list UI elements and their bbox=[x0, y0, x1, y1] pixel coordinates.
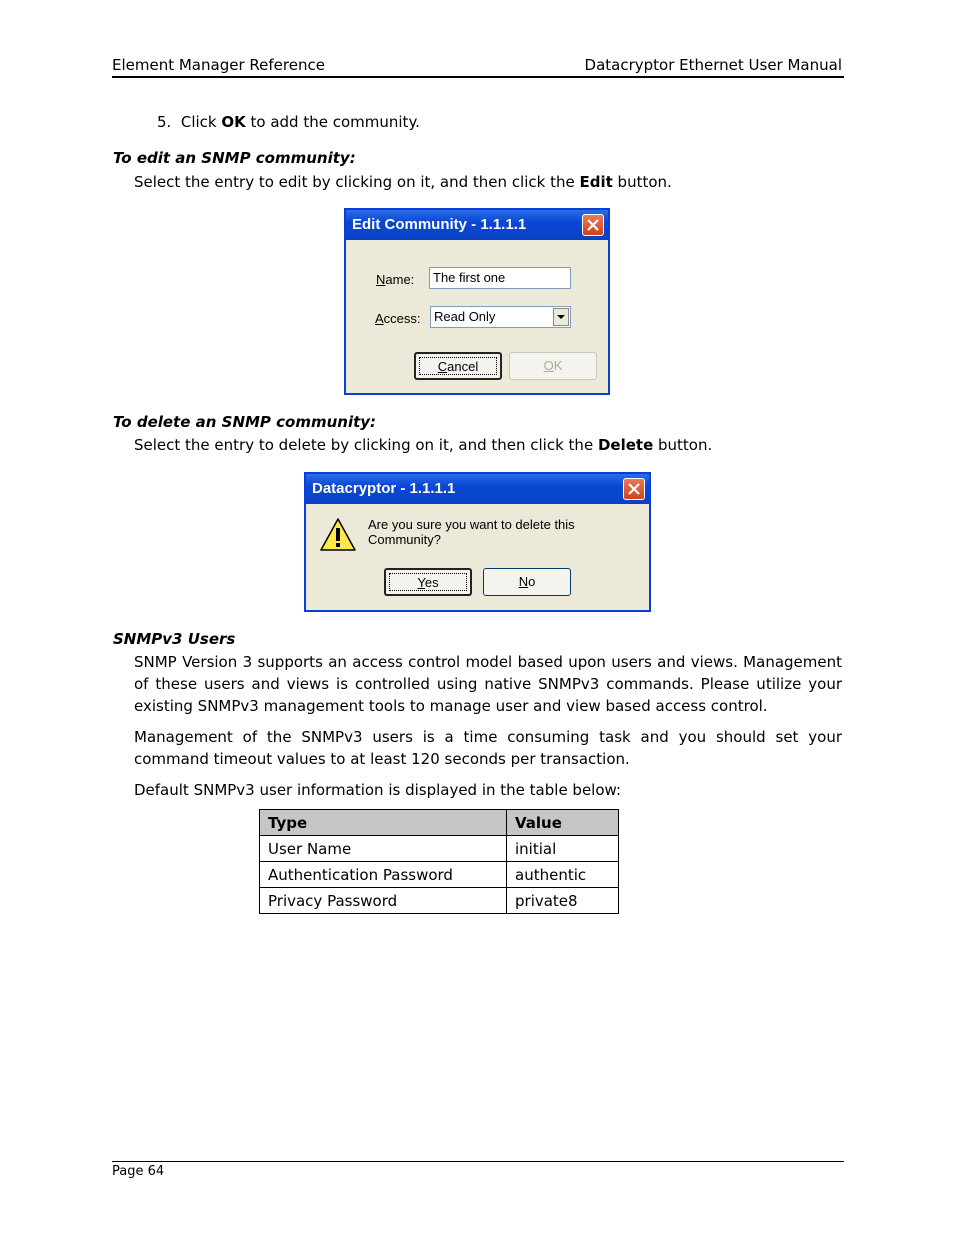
no-button[interactable] bbox=[483, 568, 571, 596]
snmpv3-paragraph-3: Default SNMPv3 user information is displayed in the table below: bbox=[134, 781, 622, 799]
delete-bold: Delete bbox=[597, 436, 654, 454]
access-value: Read Only bbox=[434, 309, 496, 324]
delete-confirm-dialog bbox=[304, 472, 651, 612]
snmpv3-paragraph-1: SNMP Version 3 supports an access control model based upon users and views. Management of these users and views is controlled using native SNMPv3 commands. Please utilize your existing SNMPv3 management tools to manage user and view based access control. bbox=[134, 653, 842, 715]
delete-text: Select the entry to delete by clicking on it, and then click the bbox=[134, 436, 598, 454]
table-row bbox=[260, 836, 619, 862]
snmpv3-paragraph-2: Management of the SNMPv3 users is a time consuming task and you should set your command timeout values to at least 120 seconds per transaction. bbox=[134, 728, 842, 768]
delete-text-end: button. bbox=[653, 436, 713, 454]
yes-button[interactable] bbox=[384, 568, 472, 596]
snmpv3-defaults-table bbox=[259, 809, 619, 914]
step-5 bbox=[157, 111, 420, 133]
table-header-value: Value bbox=[507, 810, 619, 836]
delete-instruction bbox=[134, 434, 712, 456]
edit-dialog-close-button[interactable] bbox=[582, 214, 604, 236]
name-label-rest: ame: bbox=[385, 272, 415, 287]
edit-instruction bbox=[134, 171, 672, 193]
yes-key: Y bbox=[417, 575, 425, 590]
name-input[interactable]: The first one bbox=[429, 267, 571, 289]
cancel-key: C bbox=[437, 359, 448, 374]
step-bold: OK bbox=[221, 113, 246, 131]
table-header-type: Type bbox=[260, 810, 507, 836]
cancel-rest: ancel bbox=[447, 359, 479, 374]
table-cell: initial bbox=[507, 836, 619, 862]
chevron-down-icon[interactable] bbox=[553, 308, 569, 326]
access-label-rest: ccess: bbox=[383, 311, 421, 326]
close-icon bbox=[586, 218, 600, 232]
close-icon bbox=[627, 482, 641, 496]
table-header-row bbox=[260, 810, 619, 836]
no-key: N bbox=[518, 574, 529, 589]
table-cell: Privacy Password bbox=[260, 888, 507, 914]
delete-heading: To delete an SNMP community: bbox=[113, 413, 377, 431]
access-label-key: A bbox=[375, 311, 384, 326]
access-label bbox=[375, 311, 421, 326]
name-label-key: N bbox=[376, 272, 386, 287]
table-row bbox=[260, 862, 619, 888]
page-number: Page 64 bbox=[112, 1164, 165, 1179]
header-rule bbox=[112, 76, 844, 78]
edit-bold: Edit bbox=[579, 173, 613, 191]
table-row bbox=[260, 888, 619, 914]
step-text-end: to add the community. bbox=[245, 113, 420, 131]
no-rest: o bbox=[528, 574, 536, 589]
snmpv3-heading: SNMPv3 Users bbox=[113, 630, 236, 648]
step-text: Click bbox=[180, 113, 222, 131]
name-label bbox=[376, 272, 414, 287]
ok-key: O bbox=[543, 358, 554, 373]
delete-message: Are you sure you want to delete this Community? bbox=[368, 517, 575, 547]
delete-dialog-close-button[interactable] bbox=[623, 478, 645, 500]
table-cell: private8 bbox=[507, 888, 619, 914]
edit-dialog-titlebar bbox=[346, 210, 608, 240]
ok-button[interactable] bbox=[509, 352, 597, 380]
yes-rest: es bbox=[424, 575, 439, 590]
table-cell: User Name bbox=[260, 836, 507, 862]
edit-community-dialog bbox=[344, 208, 610, 395]
footer-rule bbox=[112, 1161, 844, 1162]
header-left: Element Manager Reference bbox=[112, 56, 325, 74]
table-cell: authentic bbox=[507, 862, 619, 888]
edit-dialog-title: Edit Community - 1.1.1.1 bbox=[352, 216, 527, 233]
access-select[interactable] bbox=[430, 306, 571, 328]
delete-dialog-titlebar bbox=[306, 474, 649, 504]
edit-text: Select the entry to edit by clicking on it, and then click the bbox=[134, 173, 580, 191]
delete-dialog-title: Datacryptor - 1.1.1.1 bbox=[312, 480, 456, 497]
header-right: Datacryptor Ethernet User Manual bbox=[584, 56, 842, 74]
table-cell: Authentication Password bbox=[260, 862, 507, 888]
ok-rest: K bbox=[553, 358, 563, 373]
warning-icon bbox=[319, 516, 357, 554]
edit-text-end: button. bbox=[612, 173, 672, 191]
step-number: 5. bbox=[157, 113, 172, 131]
edit-heading: To edit an SNMP community: bbox=[113, 149, 356, 167]
cancel-button[interactable] bbox=[414, 352, 502, 380]
